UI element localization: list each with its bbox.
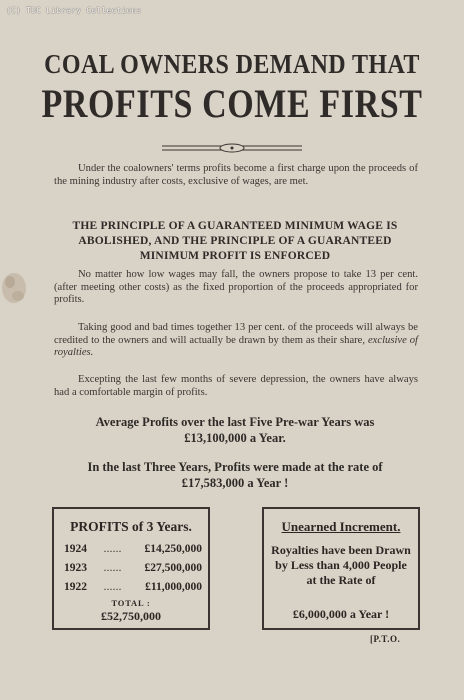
profits-row-amount: £11,000,000 [145, 581, 202, 593]
paragraph-margin-of-profits: Excepting the last few months of severe depression, the owners have always had a comfortable margin of profits. [54, 374, 418, 398]
recent-profits-line1: In the last Three Years, Profits were made at the rate of [87, 460, 383, 474]
profits-row-dots: ...... [104, 564, 122, 573]
paragraph-good-bad-times-text: Taking good and bad times together 13 per cent. of the proceeds will always be credited to the owners and will actually be drawn by them as their share, [54, 322, 418, 346]
profits-row-year: 1923 [64, 562, 87, 574]
profits-box [52, 507, 210, 630]
profits-row-amount: £14,250,000 [144, 543, 202, 555]
profits-total-amount: £52,750,000 [101, 609, 161, 623]
decorative-rule-icon [160, 143, 304, 153]
profits-total-label: TOTAL : [111, 598, 151, 608]
copyright-watermark: (C) TUC Library Collections [6, 6, 142, 15]
headline-main: PROFITS COME FIRST [41, 82, 423, 127]
paragraph-good-bad-times [54, 322, 418, 360]
profits-row-amount: £27,500,000 [144, 562, 202, 574]
profits-row-year: 1924 [64, 543, 87, 555]
increment-box-text: Royalties have been Drawn by Less than 4,000 People at the Rate of [271, 543, 411, 587]
paragraph-royalties-italic: exclusive of royalties. [54, 334, 418, 359]
average-profits-statement [50, 414, 420, 446]
profits-row-year: 1922 [64, 581, 87, 593]
recent-profits-statement [50, 459, 420, 491]
profits-row-dots: ...... [104, 583, 122, 592]
average-profits-line1: Average Profits over the last Five Pre-war Years was [95, 415, 375, 429]
profits-row-dots: ...... [104, 545, 122, 554]
recent-profits-line2: £17,583,000 a Year ! [181, 476, 289, 490]
principle-statement: THE PRINCIPLE OF A GUARANTEED MINIMUM WAGE IS ABOLISHED, AND THE PRINCIPLE OF A GUARANTEED MINIMUM PROFIT IS ENFORCED [72, 220, 398, 262]
paragraph-profits-first-charge: Under the coalowners' terms profits become a first charge upon the proceeds of the mining industry after costs, exclusive of wages, are met. [54, 163, 418, 187]
profits-box-title: PROFITS of 3 Years. [70, 519, 192, 534]
increment-box-title: Unearned Increment. [281, 519, 401, 534]
paragraph-low-wages: No matter how low wages may fall, the owners propose to take 13 per cent. (after meeting other costs) as the fixed proportion of the proceeds appropriated for profits. [54, 269, 418, 306]
headline-top: COAL OWNERS DEMAND THAT [44, 49, 420, 80]
unearned-increment-box [262, 507, 420, 630]
please-turn-over: [P.T.O. [370, 634, 401, 644]
increment-box-amount: £6,000,000 a Year ! [292, 607, 390, 621]
paper-stain [0, 268, 34, 308]
average-profits-line2: £13,100,000 a Year. [184, 431, 286, 445]
